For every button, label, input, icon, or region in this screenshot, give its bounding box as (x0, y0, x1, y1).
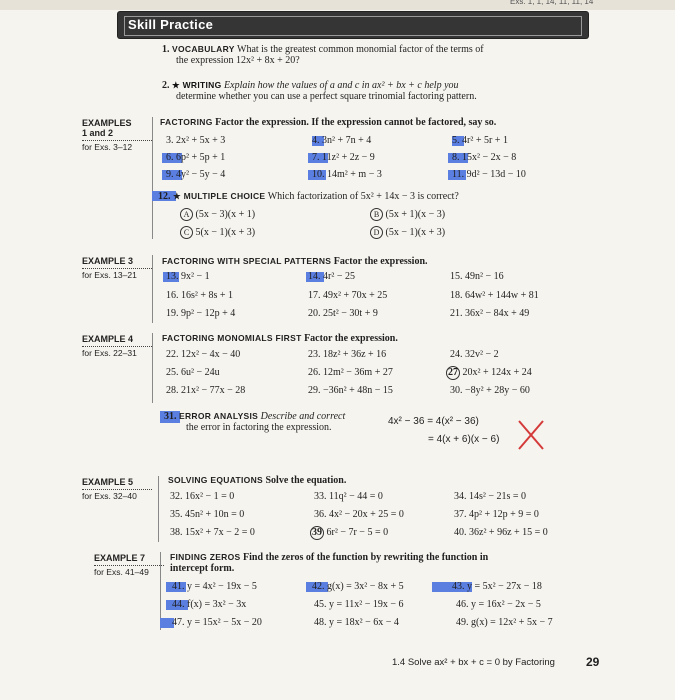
problem-23: 23. 18z² + 36z + 16 (308, 349, 387, 360)
q1-line1: What is the greatest common monomial factor of the terms of (237, 44, 484, 55)
problem-15: 15. 49n² − 16 (450, 271, 504, 282)
q2-tag: ★ WRITING (172, 80, 222, 90)
error-work-line1: 4x² − 36 = 4(x² − 36) (388, 416, 479, 427)
choice-d (370, 226, 445, 239)
example-4-title: EXAMPLE 4 (82, 334, 134, 344)
problem-44: 44. f(x) = 3x² − 3x (172, 599, 247, 610)
problem-28: 28. 21x² − 77x − 28 (166, 385, 246, 396)
q31-line2: the error in factoring the expression. (186, 422, 332, 433)
problem-37: 37. 4p² + 12p + 9 = 0 (454, 509, 539, 520)
example-5-title: EXAMPLE 5 (82, 477, 134, 487)
problem-36: 36. 4x² − 20x + 25 = 0 (314, 509, 404, 520)
q12-text: Which factorization of 5x² + 14x − 3 is correct? (267, 191, 459, 202)
problem-26: 26. 12m² − 36m + 27 (308, 367, 393, 378)
problem-27-circled-number: 27 (448, 367, 458, 378)
dotted-rule (82, 345, 152, 347)
q12-number: 12. (158, 191, 171, 202)
factoring-tag: FACTORING (160, 117, 213, 127)
problem-32: 32. 16x² − 1 = 0 (170, 491, 235, 502)
problem-10: 10. 14m² + m − 3 (312, 169, 382, 180)
q31-tag: ERROR ANALYSIS (179, 411, 259, 421)
special-text: Factor the expression. (333, 256, 428, 267)
problem-7: 7. 11z² + 2z − 9 (312, 152, 375, 163)
q2-line2: determine whether you can use a perfect square trinomial factoring pattern. (176, 91, 477, 102)
problem-45: 45. y = 11x² − 19x − 6 (314, 599, 404, 610)
section-header (118, 12, 588, 38)
problem-40: 40. 36z² + 96z + 15 = 0 (454, 527, 548, 538)
problem-46: 46. y = 16x² − 2x − 5 (456, 599, 541, 610)
problem-17: 17. 49x² + 70x + 25 (308, 290, 388, 301)
problem-41: 41. y = 4x² − 19x − 5 (172, 581, 257, 592)
examples-1-2-box (82, 118, 152, 152)
choice-c-letter: C (180, 226, 193, 239)
example-7-ref: for Exs. 41–49 (94, 567, 149, 577)
monomial-tag: FACTORING MONOMIALS FIRST (162, 333, 302, 343)
problem-27-text: 20x² + 124x + 24 (462, 367, 532, 378)
solving-tag: SOLVING EQUATIONS (168, 475, 263, 485)
choice-b-letter: B (370, 208, 383, 221)
example-5-ref: for Exs. 32–40 (82, 491, 137, 501)
problem-49: 49. g(x) = 12x² + 5x − 7 (456, 617, 553, 628)
choice-c-text: 5(x − 1)(x + 3) (195, 227, 256, 238)
page-number: 29 (586, 655, 600, 669)
problem-39-text: 6r² − 7r − 5 = 0 (326, 527, 389, 538)
zeros-line1: Find the zeros of the function by rewriting the function in (243, 552, 489, 563)
problem-11: 11. 9d² − 13d − 10 (452, 169, 526, 180)
problem-39 (310, 526, 388, 540)
dotted-rule (82, 139, 152, 141)
dotted-rule (94, 564, 164, 566)
q2-line1: Explain how the values of a and c in ax² + bx + c help you (224, 80, 459, 91)
problem-6: 6. 6p² + 5p + 1 (166, 152, 226, 163)
problem-8: 8. 15x² − 2x − 8 (452, 152, 517, 163)
problem-30: 30. −8y² + 28y − 60 (450, 385, 530, 396)
example-3-ref: for Exs. 13–21 (82, 270, 137, 280)
problem-21: 21. 36x² − 84x + 49 (450, 308, 530, 319)
problem-16: 16. 16s² + 8s + 1 (166, 290, 234, 301)
problem-22: 22. 12x² − 4x − 40 (166, 349, 241, 360)
problem-19: 19. 9p² − 12p + 4 (166, 308, 236, 319)
examples-title: EXAMPLES (82, 118, 132, 128)
example-3-box (82, 256, 152, 280)
problem-5: 5. 4r² + 5r + 1 (452, 135, 508, 146)
example-7-box (94, 553, 164, 577)
choice-a-text: (5x − 3)(x + 1) (195, 209, 256, 220)
problem-48: 48. y = 18x² − 6x − 4 (314, 617, 399, 628)
examples-ref: for Exs. 3–12 (82, 142, 133, 152)
problem-3: 3. 2x² + 5x + 3 (166, 135, 226, 146)
top-reference: Exs. 1, 1, 14, 11, 11, 14 (510, 0, 594, 6)
choice-d-text: (5x − 1)(x + 3) (385, 227, 446, 238)
q12-tag: ★ MULTIPLE CHOICE (173, 191, 266, 201)
problem-18: 18. 64w² + 144w + 81 (450, 290, 539, 301)
problem-29: 29. −36n² + 48n − 15 (308, 385, 393, 396)
q1-line2: the expression 12x² + 8x + 20? (176, 55, 300, 66)
problem-20: 20. 25t² − 30t + 9 (308, 308, 378, 319)
q31-number: 31. (164, 411, 177, 422)
problem-42: 42. g(x) = 3x² − 8x + 5 (312, 581, 404, 592)
choice-b (370, 208, 445, 221)
problem-34: 34. 14s² − 21s = 0 (454, 491, 527, 502)
zeros-tag: FINDING ZEROS (170, 552, 241, 562)
problem-4: 4. 3n² + 7n + 4 (312, 135, 372, 146)
choice-d-letter: D (370, 226, 383, 239)
error-x-mark-icon (516, 418, 546, 452)
example-5-box (82, 477, 152, 501)
factoring-text: Factor the expression. If the expression cannot be factored, say so. (215, 117, 497, 128)
monomial-text: Factor the expression. (304, 333, 398, 344)
choice-c (180, 226, 255, 239)
problem-35: 35. 45n² + 10n = 0 (170, 509, 245, 520)
problem-33: 33. 11q² − 44 = 0 (314, 491, 383, 502)
q2-number: 2. (162, 80, 170, 91)
problem-24: 24. 32v² − 2 (450, 349, 499, 360)
monomial-directions (162, 332, 398, 345)
error-work-line2: = 4(x + 6)(x − 6) (428, 434, 500, 445)
dotted-rule (82, 267, 152, 269)
solving-directions (168, 474, 346, 487)
divider-1 (152, 117, 153, 239)
divider-4 (152, 333, 153, 403)
divider-3 (152, 255, 153, 323)
choice-a (180, 208, 255, 221)
question-12 (158, 190, 459, 203)
divider-5 (158, 476, 159, 542)
choice-a-letter: A (180, 208, 193, 221)
examples-sub: 1 and 2 (82, 128, 114, 138)
problem-43: 43. y = 5x² − 27x − 18 (452, 581, 542, 592)
q31-line1: Describe and correct (260, 411, 346, 422)
problem-27 (446, 366, 532, 380)
example-3-title: EXAMPLE 3 (82, 256, 134, 266)
special-tag: FACTORING WITH SPECIAL PATTERNS (162, 256, 332, 266)
dotted-rule (82, 488, 152, 490)
problem-47: 47. y = 15x² − 5x − 20 (172, 617, 262, 628)
problem-38: 38. 15x² + 7x − 2 = 0 (170, 527, 255, 538)
special-directions (162, 255, 428, 268)
zeros-line2: intercept form. (170, 563, 235, 574)
example-7-title: EXAMPLE 7 (94, 553, 146, 563)
choice-b-text: (5x + 1)(x − 3) (385, 209, 446, 220)
section-title: Skill Practice (128, 17, 214, 32)
problem-9: 9. 4y² − 5y − 4 (166, 169, 226, 180)
q1-tag: VOCABULARY (172, 44, 235, 54)
q1-number: 1. (162, 44, 170, 55)
problem-39-circled-number: 39 (312, 527, 322, 538)
example-4-ref: for Exs. 22–31 (82, 348, 137, 358)
factoring-directions (160, 116, 496, 129)
problem-25: 25. 6u² − 24u (166, 367, 220, 378)
footer-lesson-title: 1.4 Solve ax² + bx + c = 0 by Factoring (392, 657, 555, 668)
solving-text: Solve the equation. (265, 475, 347, 486)
problem-14: 14. 4r² − 25 (308, 271, 355, 282)
problem-13: 13. 9x² − 1 (166, 271, 210, 282)
example-4-box (82, 334, 152, 358)
